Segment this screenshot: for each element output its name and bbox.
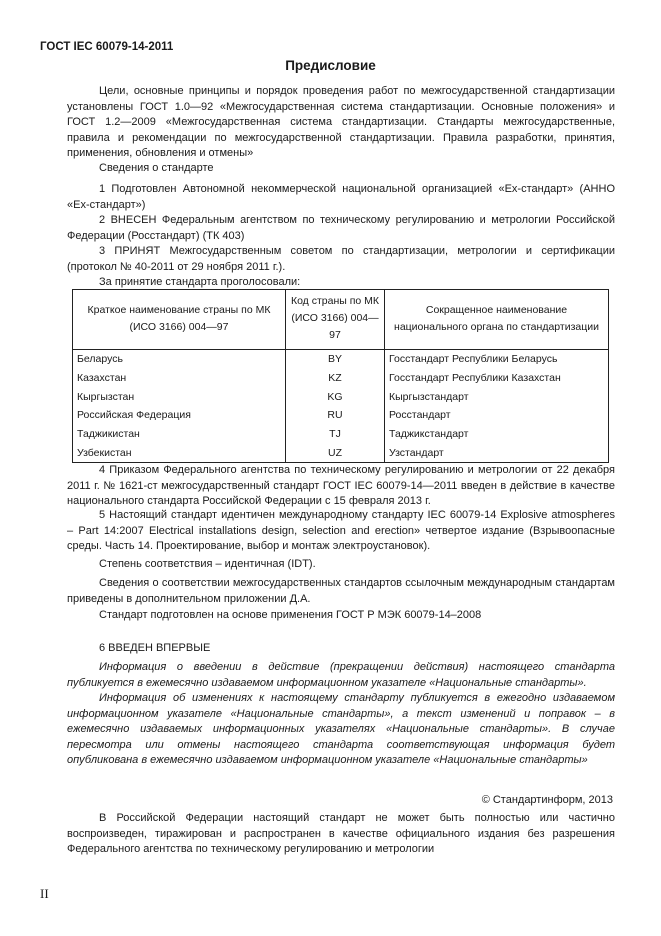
item-3: 3 ПРИНЯТ Межгосударственным советом по стандартизации, метрологии и сертификации (протокол № 40-2011 от 29 ноября 2011 г.).	[67, 245, 615, 273]
standards-body: Таджикстандарт	[385, 425, 609, 444]
copyright: © Стандартинформ, 2013	[481, 794, 613, 806]
voting-table	[72, 289, 609, 463]
country-code: RU	[286, 406, 385, 425]
country-name: Беларусь	[73, 350, 286, 369]
notice-introduction: Информация о введении в действие (прекращении действия) настоящего стандарта публикуется в ежемесячно издаваемом информационном указателе «Национальные стандарты».	[67, 661, 615, 689]
references-note: Сведения о соответствии межгосударственных стандартов ссылочным международным стандартам приведены в дополнительном приложении Д.А.	[67, 577, 615, 605]
table-row	[73, 350, 609, 369]
intro-paragraph: Цели, основные принципы и порядок проведения работ по межгосударственной стандартизации установлены ГОСТ 1.0—92 «Межгосударственная система стандартизации. Основные положения» и ГОСТ 1.2—2009 «Межгосударственная система стандартизации. Стандарты межгосударственные, правила и рекомендации по межгосударственной стандартизации. Правила разработки, принятия, применения, обновления и отмены»	[67, 85, 615, 159]
standards-body: Узстандарт	[385, 443, 609, 462]
table-row	[73, 425, 609, 444]
table-row	[73, 369, 609, 388]
country-name: Узбекистан	[73, 443, 286, 462]
page-number: II	[40, 886, 49, 901]
about-standard-heading: Сведения о стандарте	[99, 162, 214, 174]
item-6: 6 ВВЕДЕН ВПЕРВЫЕ	[99, 642, 211, 654]
prepared-basis: Стандарт подготовлен на основе применения ГОСТ Р МЭК 60079-14–2008	[99, 609, 482, 621]
item-4: 4 Приказом Федерального агентства по техническому регулированию и метрологии от 22 декабря 2011 г. № 1621-ст межгосударственный стандарт ГОСТ IEC 60079-14—2011 введен в действие в качестве национального стандарта Российской Федерации с 15 февраля 2013 г.	[67, 464, 615, 507]
col-header-country: Краткое наименование страны по МК (ИСО 3166) 004—97	[73, 290, 286, 350]
notice-changes: Информация об изменениях к настоящему стандарту публикуется в ежегодно издаваемом информационном указателе «Национальные стандарты», а текст изменений и поправок – в ежемесячно издаваемых информационных указателях «Национальные стандарты». В случае пересмотра или отмены настоящего стандарта соответствующая информация будет опубликована в ежемесячно издаваемом информационном указателе «Национальные стандарты»	[67, 692, 615, 766]
standards-body: Госстандарт Республики Беларусь	[385, 350, 609, 369]
country-name: Российская Федерация	[73, 406, 286, 425]
page-title: Предисловие	[285, 58, 376, 73]
item-2: 2 ВНЕСЕН Федеральным агентством по техническому регулированию и метрологии Российской Федерации (Росстандарт) (ТК 403)	[67, 214, 615, 242]
document-code: ГОСТ IEC 60079-14-2011	[40, 41, 174, 53]
standards-body: Госстандарт Республики Казахстан	[385, 369, 609, 388]
country-code: BY	[286, 350, 385, 369]
conformity-degree: Степень соответствия – идентичная (IDT).	[99, 558, 316, 570]
country-code: UZ	[286, 443, 385, 462]
country-name: Кыргызстан	[73, 387, 286, 406]
item-5: 5 Настоящий стандарт идентичен международному стандарту IEC 60079-14 Explosive atmospheres – Part 14:2007 Electrical installations design, selection and erection» четвертое издание (Взрывоопасные среды. Часть 14. Проектирование, выбор и монтаж электроустановок).	[67, 509, 615, 552]
country-code: TJ	[286, 425, 385, 444]
country-name: Казахстан	[73, 369, 286, 388]
col-header-body: Сокращенное наименование национального органа по стандартизации	[385, 290, 609, 350]
table-row	[73, 387, 609, 406]
country-code: KG	[286, 387, 385, 406]
table-row	[73, 443, 609, 462]
standards-body: Кыргызстандарт	[385, 387, 609, 406]
table-header-row	[73, 290, 609, 350]
vote-label: За принятие стандарта проголосовали:	[99, 276, 301, 288]
item-1: 1 Подготовлен Автономной некоммерческой национальной организацией «Ех-стандарт» (АННО «Ех-стандарт»)	[67, 183, 615, 211]
col-header-code: Код страны по МК (ИСО 3166) 004—97	[286, 290, 385, 350]
standards-body: Росстандарт	[385, 406, 609, 425]
country-code: KZ	[286, 369, 385, 388]
table-row	[73, 406, 609, 425]
country-name: Таджикистан	[73, 425, 286, 444]
rights-notice: В Российской Федерации настоящий стандарт не может быть полностью или частично воспроизведен, тиражирован и распространен в качестве официального издания без разрешения Федерального агентства по техническому регулированию и метрологии	[67, 812, 615, 855]
